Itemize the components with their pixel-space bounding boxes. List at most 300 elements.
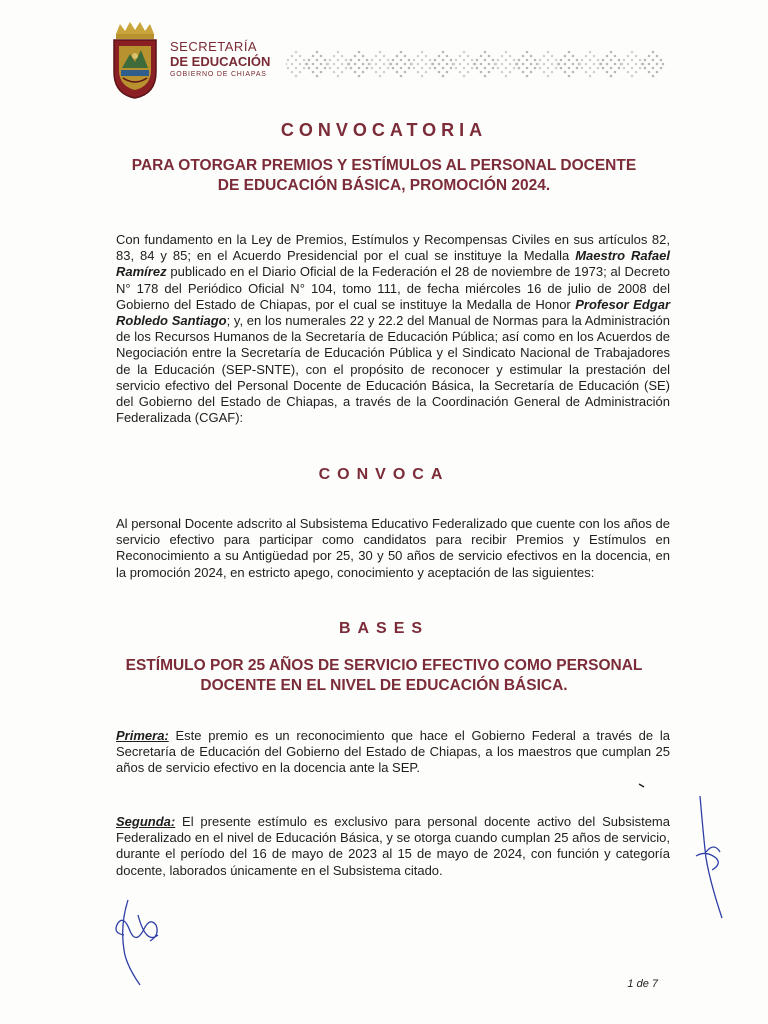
pattern-dot — [572, 63, 575, 66]
pattern-dot — [537, 63, 540, 66]
pattern-dot — [329, 59, 332, 62]
ink-dot-icon — [638, 782, 646, 790]
pattern-dot — [662, 63, 665, 66]
pattern-dot — [345, 59, 348, 62]
pattern-dot — [295, 67, 298, 70]
convoca-paragraph: Al personal Docente adscrito al Subsistema Educativo Federalizado que cuente con los años de servicio efectivo para participar como candidatos para recibir Premios y Estímulos en Reconocimiento a su Antigüedad por 25, 30 y 50 años de servicio efectivos en la docencia, en la promoción 2024, en estricto apego, conocimiento y aceptación de las siguientes: — [116, 516, 670, 580]
pattern-dot — [576, 67, 579, 70]
pattern-dot — [337, 59, 340, 62]
pattern-dot — [621, 63, 624, 66]
pattern-dot — [534, 67, 537, 70]
pattern-dot — [425, 71, 428, 74]
pattern-dot — [576, 59, 579, 62]
pattern-dot — [299, 55, 302, 58]
pattern-dot — [484, 67, 487, 70]
pattern-dot — [606, 71, 609, 74]
pattern-dot — [463, 75, 466, 78]
handwritten-initials-icon — [110, 895, 170, 995]
pattern-dot — [631, 67, 634, 70]
document-title: CONVOCATORIA — [280, 120, 488, 140]
pattern-dot — [660, 59, 663, 62]
pattern-dot — [413, 59, 416, 62]
pattern-dot — [551, 71, 554, 74]
pattern-dot — [539, 67, 542, 70]
pattern-dot — [358, 51, 361, 54]
pattern-dot — [459, 71, 462, 74]
pattern-dot — [404, 55, 407, 58]
pattern-dot — [497, 59, 500, 62]
pattern-dot — [287, 59, 290, 62]
pattern-dot — [495, 63, 498, 66]
letterhead — [108, 20, 668, 104]
pattern-dot — [564, 63, 567, 66]
pattern-dot — [432, 63, 435, 66]
pattern-dot — [438, 71, 441, 74]
pattern-dot — [442, 75, 445, 78]
pattern-dot — [354, 63, 357, 66]
pattern-dot — [513, 67, 516, 70]
pattern-dot — [421, 59, 424, 62]
pattern-dot — [474, 63, 477, 66]
pattern-dot — [320, 55, 323, 58]
pattern-dot — [644, 59, 647, 62]
pattern-dot — [442, 67, 445, 70]
pattern-dot — [358, 75, 361, 78]
pattern-dot — [375, 63, 378, 66]
section-heading — [100, 656, 668, 696]
pattern-dot — [329, 67, 332, 70]
pattern-dot — [614, 63, 617, 66]
pattern-dot — [396, 63, 399, 66]
pattern-dot — [295, 59, 298, 62]
pattern-dot — [459, 63, 462, 66]
pattern-dot — [396, 71, 399, 74]
pattern-dot — [476, 67, 479, 70]
pattern-dot — [522, 55, 525, 58]
pattern-dot — [450, 67, 453, 70]
bases-heading: BASES — [338, 620, 430, 637]
pattern-dot — [652, 75, 655, 78]
pattern-dot — [652, 67, 655, 70]
pattern-dot — [429, 67, 432, 70]
pattern-dot — [648, 63, 651, 66]
pattern-dot — [308, 59, 311, 62]
intro-bold-1: Maestro Rafael Ramírez — [116, 248, 670, 280]
pattern-dot — [593, 71, 596, 74]
pattern-dot — [568, 75, 571, 78]
pattern-dot — [400, 75, 403, 78]
pattern-dot — [400, 59, 403, 62]
pattern-dot — [656, 55, 659, 58]
pattern-dot — [408, 59, 411, 62]
pattern-dot — [644, 67, 647, 70]
pattern-dot — [446, 71, 449, 74]
brand-line-3: GOBIERNO DE CHIAPAS — [170, 71, 267, 78]
pattern-dot — [358, 67, 361, 70]
pattern-dot — [369, 63, 372, 66]
pattern-dot — [606, 55, 609, 58]
pattern-dot — [497, 67, 500, 70]
pattern-dot — [417, 63, 420, 66]
pattern-dot — [421, 67, 424, 70]
pattern-dot — [453, 63, 456, 66]
pattern-dot — [295, 75, 298, 78]
pattern-dot — [366, 67, 369, 70]
segunda-text: El presente estímulo es exclusivo para personal docente activo del Subsistema Federalizado en el nivel de Educación Básica, y se otorga cuando cumplan 25 años de servicio, durante el período del 16 de mayo de 2023 al 15 de mayo de 2024, con función y categoría docente, laborados únicamente en el Subsistema citado. — [116, 814, 670, 878]
pattern-dot — [656, 71, 659, 74]
pattern-dot — [421, 51, 424, 54]
pattern-dot — [484, 51, 487, 54]
pattern-dot — [379, 51, 382, 54]
pattern-dot — [341, 55, 344, 58]
pattern-dot — [316, 75, 319, 78]
pattern-dot — [471, 67, 474, 70]
pattern-dot — [408, 67, 411, 70]
pattern-dot — [505, 75, 508, 78]
pattern-dot — [337, 51, 340, 54]
pattern-dot — [383, 71, 386, 74]
pattern-dot — [404, 71, 407, 74]
pattern-dot — [602, 67, 605, 70]
subtitle-line-1: PARA OTORGAR PREMIOS Y ESTÍMULOS AL PERSONAL DOCENTE — [131, 157, 637, 174]
pattern-dot — [547, 59, 550, 62]
pattern-dot — [480, 71, 483, 74]
pattern-dot — [362, 71, 365, 74]
pattern-dot — [627, 63, 630, 66]
base-segunda — [116, 814, 670, 879]
pattern-dot — [526, 75, 529, 78]
pattern-dot — [589, 75, 592, 78]
pattern-dot — [366, 59, 369, 62]
pattern-dot — [547, 75, 550, 78]
pattern-dot — [505, 59, 508, 62]
pattern-dot — [547, 67, 550, 70]
pattern-dot — [492, 59, 495, 62]
pattern-dot — [312, 55, 315, 58]
pattern-dot — [379, 67, 382, 70]
pattern-dot — [480, 55, 483, 58]
pattern-dot — [492, 67, 495, 70]
pattern-dot — [652, 51, 655, 54]
pattern-dot — [509, 63, 512, 66]
pattern-dot — [560, 67, 563, 70]
pattern-dot — [585, 71, 588, 74]
pattern-dot — [568, 59, 571, 62]
section-line-1: ESTÍMULO POR 25 AÑOS DE SERVICIO EFECTIVO COMO PERSONAL — [125, 657, 643, 674]
pattern-dot — [534, 59, 537, 62]
pattern-dot — [652, 59, 655, 62]
pattern-dot — [539, 59, 542, 62]
pattern-dot — [589, 67, 592, 70]
pattern-dot — [425, 63, 428, 66]
pattern-dot — [442, 51, 445, 54]
pattern-dot — [509, 55, 512, 58]
pattern-dot — [597, 67, 600, 70]
pattern-dot — [312, 63, 315, 66]
pattern-dot — [375, 55, 378, 58]
pattern-dot — [614, 55, 617, 58]
pattern-dot — [467, 71, 470, 74]
pattern-dot — [383, 63, 386, 66]
pattern-dot — [530, 71, 533, 74]
pattern-dot — [480, 63, 483, 66]
pattern-dot — [564, 55, 567, 58]
pattern-dot — [631, 51, 634, 54]
section-line-2: DOCENTE EN EL NIVEL DE EDUCACIÓN BÁSICA. — [200, 677, 568, 694]
pattern-dot — [484, 59, 487, 62]
intro-text-3: ; y, en los numerales 22 y 22.2 del Manual de Normas para la Administración de los Recursos Humanos de la Secretaría de Educación Pública; así como en los Acuerdos de Negociación entre la Secretaría de Educación Pública y el Sindicato Nacional de Trabajadores de la Educación (SEP-SNTE), con el propósito de reconocer y estimular la prestación del servicio efectivo del Personal Docente de Educación Básica, la Secretaría de Educación (SE) del Gobierno del Estado de Chiapas, a través de la Coordinación General de Administración Federalizada (CGAF): — [116, 313, 670, 426]
brand-line-1: SECRETARÍA — [170, 39, 258, 54]
pattern-dot — [316, 59, 319, 62]
pattern-dot — [446, 55, 449, 58]
pattern-dot — [593, 55, 596, 58]
base-primera — [116, 728, 670, 777]
pattern-dot — [618, 59, 621, 62]
pattern-dot — [379, 59, 382, 62]
brand-text — [170, 40, 270, 81]
document-subtitle — [100, 156, 668, 196]
pattern-dot — [312, 71, 315, 74]
pattern-dot — [320, 63, 323, 66]
pattern-dot — [390, 63, 393, 66]
pattern-dot — [610, 59, 613, 62]
pattern-dot — [568, 51, 571, 54]
pattern-dot — [593, 63, 596, 66]
pattern-dot — [455, 67, 458, 70]
pattern-dot — [635, 71, 638, 74]
pattern-dot — [627, 55, 630, 58]
pattern-dot — [656, 63, 659, 66]
pattern-dot — [642, 63, 645, 66]
pattern-dot — [463, 67, 466, 70]
pattern-dot — [316, 67, 319, 70]
pattern-dot — [467, 55, 470, 58]
pattern-dot — [434, 59, 437, 62]
pattern-dot — [463, 59, 466, 62]
pattern-dot — [287, 67, 290, 70]
pattern-dot — [400, 51, 403, 54]
pattern-dot — [585, 55, 588, 58]
pattern-dot — [324, 67, 327, 70]
pattern-dot — [320, 71, 323, 74]
pattern-dot — [631, 59, 634, 62]
decorative-pattern — [286, 42, 666, 86]
pattern-dot — [442, 59, 445, 62]
pattern-dot — [518, 59, 521, 62]
pattern-dot — [526, 51, 529, 54]
pattern-dot — [623, 59, 626, 62]
pattern-dot — [324, 59, 327, 62]
pattern-dot — [589, 51, 592, 54]
pattern-dot — [547, 51, 550, 54]
pattern-dot — [306, 63, 309, 66]
pattern-dot — [606, 63, 609, 66]
pattern-dot — [505, 51, 508, 54]
pattern-dot — [471, 59, 474, 62]
pattern-dot — [341, 63, 344, 66]
pattern-dot — [383, 55, 386, 58]
pattern-dot — [379, 75, 382, 78]
pattern-dot — [421, 75, 424, 78]
pattern-dot — [316, 51, 319, 54]
pattern-dot — [348, 63, 351, 66]
pattern-dot — [429, 59, 432, 62]
pattern-dot — [543, 63, 546, 66]
pattern-dot — [501, 71, 504, 74]
page-number: 1 de 7 — [627, 978, 658, 990]
pattern-dot — [345, 67, 348, 70]
pattern-dot — [639, 59, 642, 62]
pattern-dot — [354, 71, 357, 74]
pattern-dot — [597, 59, 600, 62]
pattern-dot — [467, 63, 470, 66]
subtitle-line-2: DE EDUCACIÓN BÁSICA, PROMOCIÓN 2024. — [217, 177, 551, 194]
pattern-dot — [488, 63, 491, 66]
pattern-dot — [411, 63, 414, 66]
pattern-dot — [635, 63, 638, 66]
pattern-dot — [526, 59, 529, 62]
pattern-dot — [438, 55, 441, 58]
pattern-dot — [337, 75, 340, 78]
pattern-dot — [623, 67, 626, 70]
pattern-dot — [333, 55, 336, 58]
handwritten-signature-icon — [692, 792, 732, 922]
pattern-dot — [387, 67, 390, 70]
pattern-dot — [530, 63, 533, 66]
pattern-dot — [522, 71, 525, 74]
pattern-dot — [614, 71, 617, 74]
pattern-dot — [413, 67, 416, 70]
pattern-dot — [564, 71, 567, 74]
intro-text-1: Con fundamento en la Ley de Premios, Estímulos y Recompensas Civiles en sus artículos 82, 83, 84 y 85; en el Acuerdo Presidencial por el cual se instituye la Medalla — [116, 232, 670, 264]
pattern-dot — [459, 55, 462, 58]
pattern-dot — [610, 75, 613, 78]
pattern-dot — [387, 59, 390, 62]
pattern-dot — [362, 63, 365, 66]
pattern-dot — [543, 55, 546, 58]
pattern-dot — [579, 63, 582, 66]
pattern-dot — [543, 71, 546, 74]
pattern-dot — [501, 63, 504, 66]
pattern-dot — [392, 67, 395, 70]
pattern-dot — [295, 51, 298, 54]
pattern-dot — [333, 71, 336, 74]
pattern-dot — [660, 67, 663, 70]
pattern-dot — [303, 67, 306, 70]
pattern-dot — [551, 63, 554, 66]
pattern-dot — [358, 59, 361, 62]
pattern-dot — [446, 63, 449, 66]
pattern-dot — [291, 71, 294, 74]
pattern-dot — [488, 71, 491, 74]
pattern-dot — [308, 67, 311, 70]
pattern-dot — [286, 63, 287, 66]
pattern-dot — [522, 63, 525, 66]
pattern-dot — [648, 71, 651, 74]
pattern-dot — [299, 71, 302, 74]
pattern-dot — [631, 75, 634, 78]
pattern-dot — [396, 55, 399, 58]
convoca-heading: CONVOCA — [318, 466, 450, 483]
pattern-dot — [558, 63, 561, 66]
pattern-dot — [635, 55, 638, 58]
pattern-dot — [417, 55, 420, 58]
pattern-dot — [572, 55, 575, 58]
pattern-dot — [354, 55, 357, 58]
pattern-dot — [404, 63, 407, 66]
pattern-dot — [371, 59, 374, 62]
pattern-dot — [484, 75, 487, 78]
intro-paragraph — [116, 232, 670, 426]
pattern-dot — [585, 63, 588, 66]
pattern-dot — [610, 51, 613, 54]
pattern-dot — [392, 59, 395, 62]
primera-label: Primera: — [116, 728, 169, 743]
pattern-dot — [505, 67, 508, 70]
pattern-dot — [327, 63, 330, 66]
pattern-dot — [581, 59, 584, 62]
pattern-dot — [463, 51, 466, 54]
pattern-dot — [375, 71, 378, 74]
pattern-dot — [350, 59, 353, 62]
pattern-dot — [501, 55, 504, 58]
pattern-dot — [589, 59, 592, 62]
pattern-dot — [450, 59, 453, 62]
pattern-dot — [526, 67, 529, 70]
pattern-dot — [291, 55, 294, 58]
pattern-dot — [581, 67, 584, 70]
pattern-dot — [639, 67, 642, 70]
pattern-dot — [371, 67, 374, 70]
coat-of-arms-icon — [108, 20, 162, 100]
pattern-dot — [551, 55, 554, 58]
pattern-dot — [509, 71, 512, 74]
pattern-dot — [530, 55, 533, 58]
pattern-dot — [425, 55, 428, 58]
pattern-dot — [627, 71, 630, 74]
pattern-dot — [350, 67, 353, 70]
pattern-dot — [516, 63, 519, 66]
intro-bold-2: Profesor Edgar Robledo Santiago — [116, 296, 670, 329]
pattern-dot — [600, 63, 603, 66]
pattern-dot — [488, 55, 491, 58]
pattern-dot — [455, 59, 458, 62]
pattern-dot — [555, 67, 558, 70]
pattern-dot — [618, 67, 621, 70]
pattern-dot — [400, 67, 403, 70]
primera-text: Este premio es un reconocimiento que hace el Gobierno Federal a través de la Secretaría de Educación del Gobierno del Estado de Chiapas, a los maestros que cumplan 25 años de servicio efectivo en la docencia ante la SEP. — [116, 728, 670, 776]
pattern-dot — [299, 63, 302, 66]
pattern-dot — [560, 59, 563, 62]
pattern-dot — [476, 59, 479, 62]
pattern-dot — [602, 59, 605, 62]
pattern-dot — [337, 67, 340, 70]
pattern-dot — [518, 67, 521, 70]
pattern-dot — [555, 59, 558, 62]
pattern-dot — [303, 59, 306, 62]
brand-line-2: DE EDUCACIÓN — [170, 54, 271, 69]
pattern-dot — [648, 55, 651, 58]
intro-text-2: publicado en el Diario Oficial de la Federación el 28 de noviembre de 1973; al Decreto N° 178 del Periódico Oficial N° 104, tomo 111, de fecha miércoles 16 de julio de 2008 del Gobierno del Estado de Chiapas, por el cual se instituye la Medalla de Honor — [116, 264, 670, 312]
pattern-dot — [341, 71, 344, 74]
pattern-dot — [291, 63, 294, 66]
pattern-dot — [417, 71, 420, 74]
pattern-dot — [610, 67, 613, 70]
pattern-dot — [362, 55, 365, 58]
pattern-dot — [513, 59, 516, 62]
pattern-dot — [438, 63, 441, 66]
pattern-dot — [572, 71, 575, 74]
